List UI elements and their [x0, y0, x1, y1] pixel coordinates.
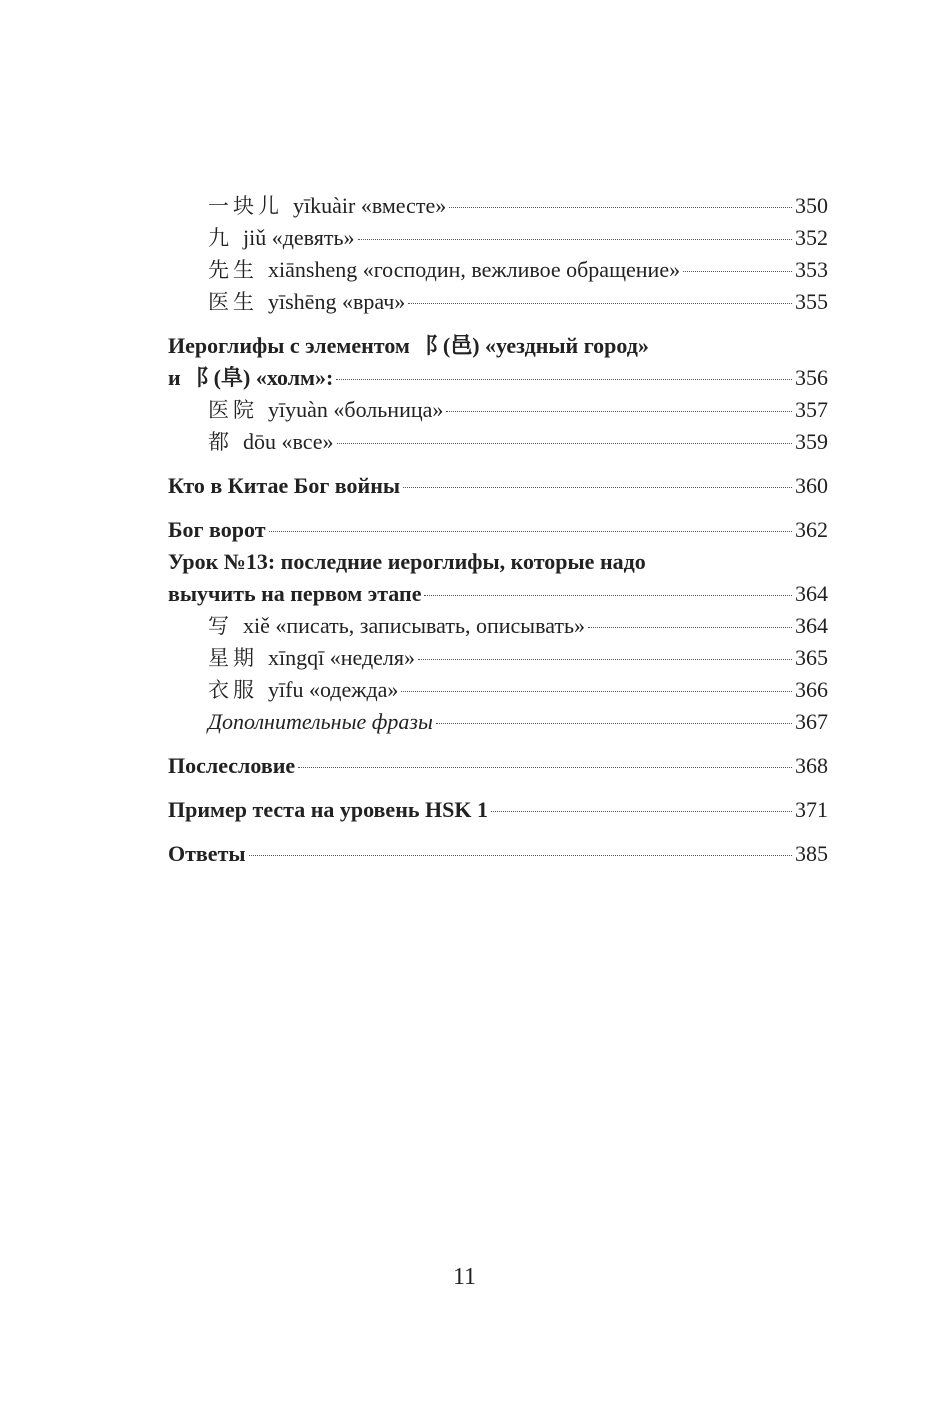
dot-leader — [446, 411, 792, 412]
toc-entry-hanzi: 写 — [208, 614, 233, 638]
toc-entry-yikuair[interactable] — [168, 190, 828, 222]
dot-leader — [491, 811, 792, 812]
dot-leader — [358, 239, 792, 240]
dot-leader — [436, 723, 792, 724]
toc-entry-page: 364 — [795, 613, 828, 638]
toc-entry-title: yīfu «одежда» — [268, 677, 399, 702]
toc-entry-hanzi: 星期 — [208, 646, 258, 670]
toc-section-page: 362 — [795, 517, 828, 542]
toc-entry-title: yīshēng «врач» — [268, 289, 406, 314]
toc-section-afterword[interactable] — [168, 750, 828, 782]
dot-leader — [418, 659, 792, 660]
toc-section-element-heading[interactable] — [168, 362, 828, 394]
dot-leader — [588, 627, 792, 628]
toc-section-title: Ответы — [168, 841, 246, 866]
toc-section-title: выучить на первом этапе — [168, 581, 422, 606]
toc-section-god-of-war[interactable] — [168, 470, 828, 502]
toc-section-page: 364 — [795, 581, 828, 606]
toc-entry-title: Дополнительные фразы — [208, 709, 433, 734]
toc-entry-yiyuan[interactable] — [168, 394, 828, 426]
dot-leader — [269, 531, 792, 532]
toc-entry-yisheng[interactable] — [168, 286, 828, 318]
dot-leader — [249, 855, 792, 856]
dot-leader — [424, 595, 792, 596]
dot-leader — [336, 379, 792, 380]
toc-entry-page: 353 — [795, 257, 828, 282]
toc-section-page: 371 — [795, 797, 828, 822]
toc-entry-page: 365 — [795, 645, 828, 670]
toc-section-title: Кто в Китае Бог войны — [168, 473, 401, 498]
toc-entry-title: xiě «писать, записывать, описывать» — [243, 613, 586, 638]
dot-leader — [449, 207, 792, 208]
toc-entry-page: 357 — [795, 397, 828, 422]
toc-entry-xie[interactable] — [168, 610, 828, 642]
dot-leader — [337, 443, 792, 444]
dot-leader — [403, 487, 792, 488]
toc-entry-xiansheng[interactable] — [168, 254, 828, 286]
toc-entry-yifu[interactable] — [168, 674, 828, 706]
toc-section-element-heading-line1[interactable]: Иероглифы с элементом ⻏ (邑) «уездный город» — [168, 333, 649, 358]
toc-entry-hanzi: 一块儿 — [208, 194, 283, 218]
toc-section-title: Бог ворот — [168, 517, 266, 542]
toc-entry-page: 355 — [795, 289, 828, 314]
toc-section-answers[interactable] — [168, 838, 828, 870]
dot-leader — [401, 691, 792, 692]
toc-entry-title: dōu «все» — [243, 429, 334, 454]
dot-leader — [683, 271, 792, 272]
dot-leader — [298, 767, 792, 768]
page-number: 11 — [452, 1264, 477, 1290]
dot-leader — [408, 303, 792, 304]
toc-entry-dou[interactable] — [168, 426, 828, 458]
toc-entry-title: jiǔ «девять» — [243, 225, 355, 250]
toc-section-page: 368 — [795, 753, 828, 778]
toc-entry-page: 352 — [795, 225, 828, 250]
toc-entry-title: yīyuàn «больница» — [268, 397, 444, 422]
toc-entry-hanzi: 都 — [208, 430, 233, 454]
toc-section-page: 385 — [795, 841, 828, 866]
toc-section-lesson13-line1[interactable]: Урок №13: последние иероглифы, которые надо — [168, 549, 646, 574]
toc-entry-hanzi: 医生 — [208, 290, 258, 314]
toc-entry-page: 359 — [795, 429, 828, 454]
toc-section-title: Пример теста на уровень HSK 1 — [168, 797, 488, 822]
toc-entry-jiu[interactable] — [168, 222, 828, 254]
toc-entry-hanzi: 九 — [208, 226, 233, 250]
toc-section-title: Послесловие — [168, 753, 296, 778]
toc-entry-hanzi: 先生 — [208, 258, 258, 282]
toc-entry-xingqi[interactable] — [168, 642, 828, 674]
table-of-contents — [168, 190, 828, 870]
toc-entry-hanzi: 医院 — [208, 398, 258, 422]
toc-entry-page: 367 — [795, 709, 828, 734]
toc-entry-page: 366 — [795, 677, 828, 702]
toc-entry-title: xiānsheng «господин, вежливое обращение» — [268, 257, 681, 282]
toc-section-page: 360 — [795, 473, 828, 498]
toc-entry-title: yīkuàir «вместе» — [293, 193, 447, 218]
toc-section-lesson13[interactable] — [168, 578, 828, 610]
toc-section-title: и ⻏ (阜) «холм»: — [168, 365, 334, 390]
toc-section-hsk-test[interactable] — [168, 794, 828, 826]
toc-section-page: 356 — [795, 365, 828, 390]
toc-entry-extra-phrases[interactable] — [168, 706, 828, 738]
toc-section-god-of-gates[interactable] — [168, 514, 828, 546]
toc-entry-hanzi: 衣服 — [208, 678, 258, 702]
toc-entry-title: xīngqī «неделя» — [268, 645, 416, 670]
toc-entry-page: 350 — [795, 193, 828, 218]
